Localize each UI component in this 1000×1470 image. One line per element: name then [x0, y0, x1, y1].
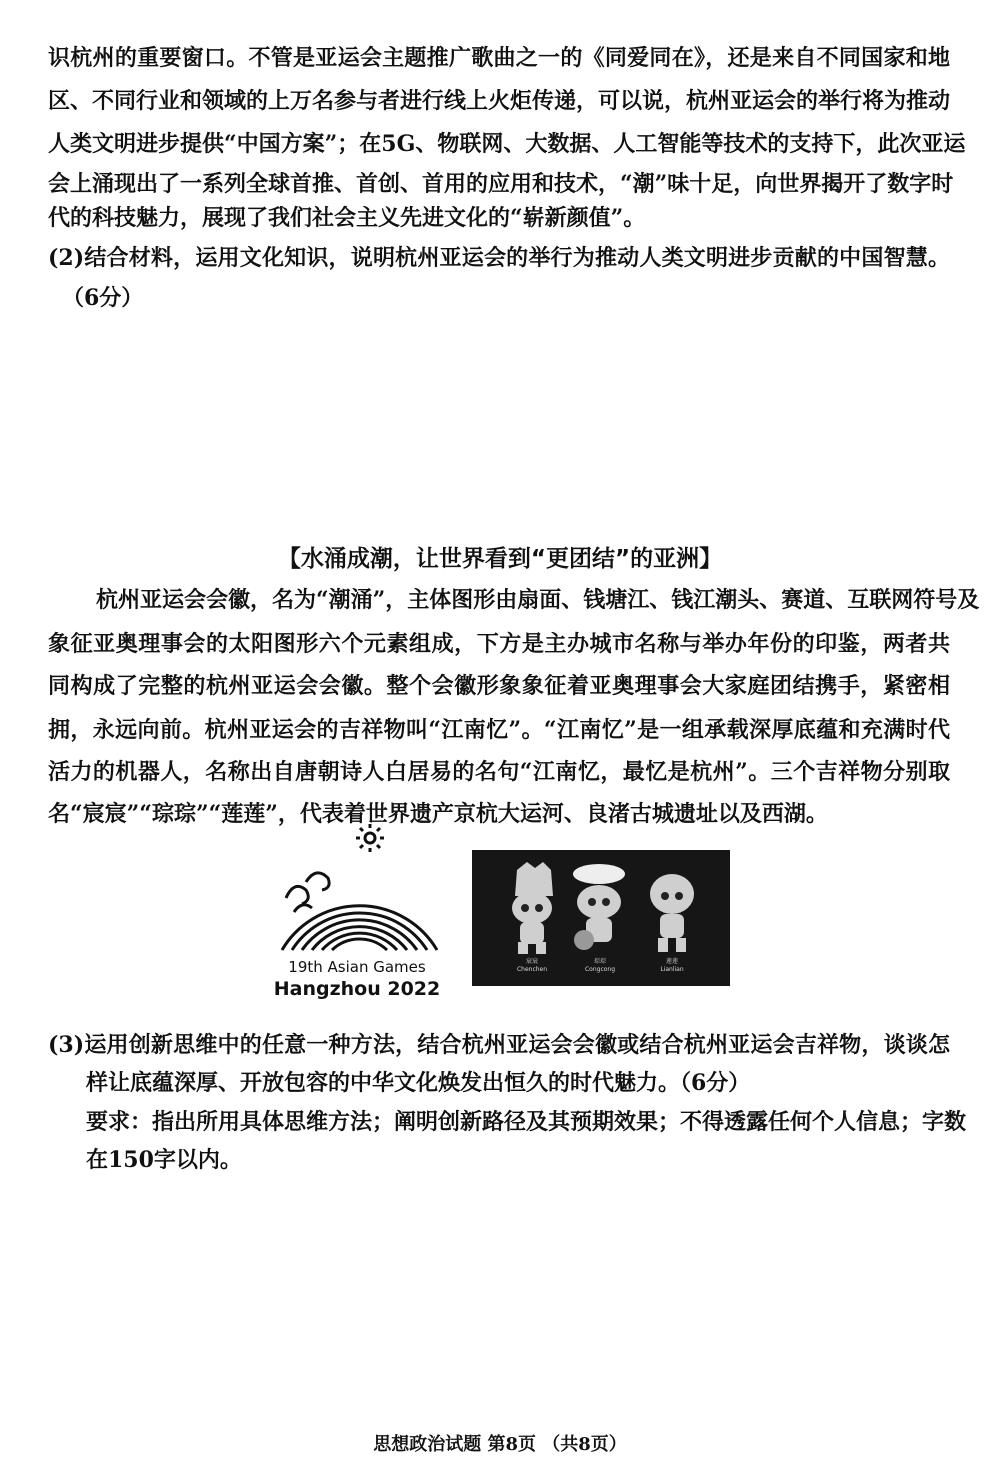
page-footer: 思想政治试题 第8页 （共8页）: [373, 1434, 627, 1455]
text-line: 样让底蕴深厚、开放包容的中华文化焕发出恒久的时代魅力。（6分）: [86, 1070, 751, 1096]
text-line: 象征亚奥理事会的太阳图形六个元素组成，下方是主办城市名称与举办年份的印鉴，两者共: [48, 631, 950, 657]
mascot-name-cn: 莲莲: [665, 958, 678, 965]
emblem-graphic: [272, 820, 442, 960]
text-line: 代的科技魅力，展现了我们社会主义先进文化的“崭新颜值”。: [48, 205, 646, 231]
mascot-name-en: Lianlian: [660, 966, 684, 973]
text-line: 活力的机器人，名称出自唐朝诗人白居易的名句“江南忆，最忆是杭州”。三个吉祥物分别取: [48, 759, 950, 785]
text-line: (3)运用创新思维中的任意一种方法，结合杭州亚运会会徽或结合杭州亚运会吉祥物，谈谈怎: [48, 1032, 950, 1058]
emblem-city-year: Hangzhou 2022: [273, 978, 441, 1000]
mascot-label: [502, 958, 562, 974]
mascot-label: [642, 958, 702, 974]
text-line: 识杭州的重要窗口。不管是亚运会主题推广歌曲之一的《同爱同在》，还是来自不同国家和地: [48, 45, 950, 71]
mascots-image: [472, 850, 730, 986]
text-line: 名“宸宸”“琮琮”“莲莲”，代表着世界遗产京杭大运河、良渚古城遗址以及西湖。: [48, 801, 828, 827]
text-line: 在150字以内。: [86, 1147, 242, 1173]
text-line: 区、不同行业和领域的上万名参与者进行线上火炬传递，可以说，杭州亚运会的举行将为推动: [48, 88, 951, 114]
mascot-name-en: Chenchen: [516, 966, 548, 973]
asian-games-emblem: [272, 820, 442, 1005]
mascot-name-cn: 琮琮: [593, 958, 606, 965]
section-title: 【水涌成潮，让世界看到“更团结”的亚洲】: [277, 546, 723, 572]
mascot-name-cn: 宸宸: [525, 958, 538, 965]
question-2-score: （6分）: [62, 285, 144, 311]
mascot-label: [570, 958, 630, 974]
text-line: 人类文明进步提供“中国方案”；在5G、物联网、大数据、人工智能等技术的支持下，此次亚运: [48, 131, 966, 157]
emblem-caption: 19th Asian Games: [288, 958, 426, 976]
text-line: 同构成了完整的杭州亚运会会徽。整个会徽形象象征着亚奥理事会大家庭团结携手，紧密相: [48, 673, 950, 699]
text-line: 杭州亚运会会徽，名为“潮涌”，主体图形由扇面、钱塘江、钱江潮头、赛道、互联网符号及: [96, 587, 980, 613]
question-2: (2)结合材料，运用文化知识，说明杭州亚运会的举行为推动人类文明进步贡献的中国智慧。: [48, 245, 950, 271]
requirements: 要求：指出所用具体思维方法；阐明创新路径及其预期效果；不得透露任何个人信息；字数: [86, 1109, 967, 1135]
text-line: 会上涌现出了一系列全球首推、首创、首用的应用和技术，“潮”味十足，向世界揭开了数字时: [48, 171, 954, 197]
mascot-name-en: Congcong: [584, 966, 616, 973]
text-line: 拥，永远向前。杭州亚运会的吉祥物叫“江南忆”。“江南忆”是一组承载深厚底蕴和充满时代: [48, 717, 950, 743]
